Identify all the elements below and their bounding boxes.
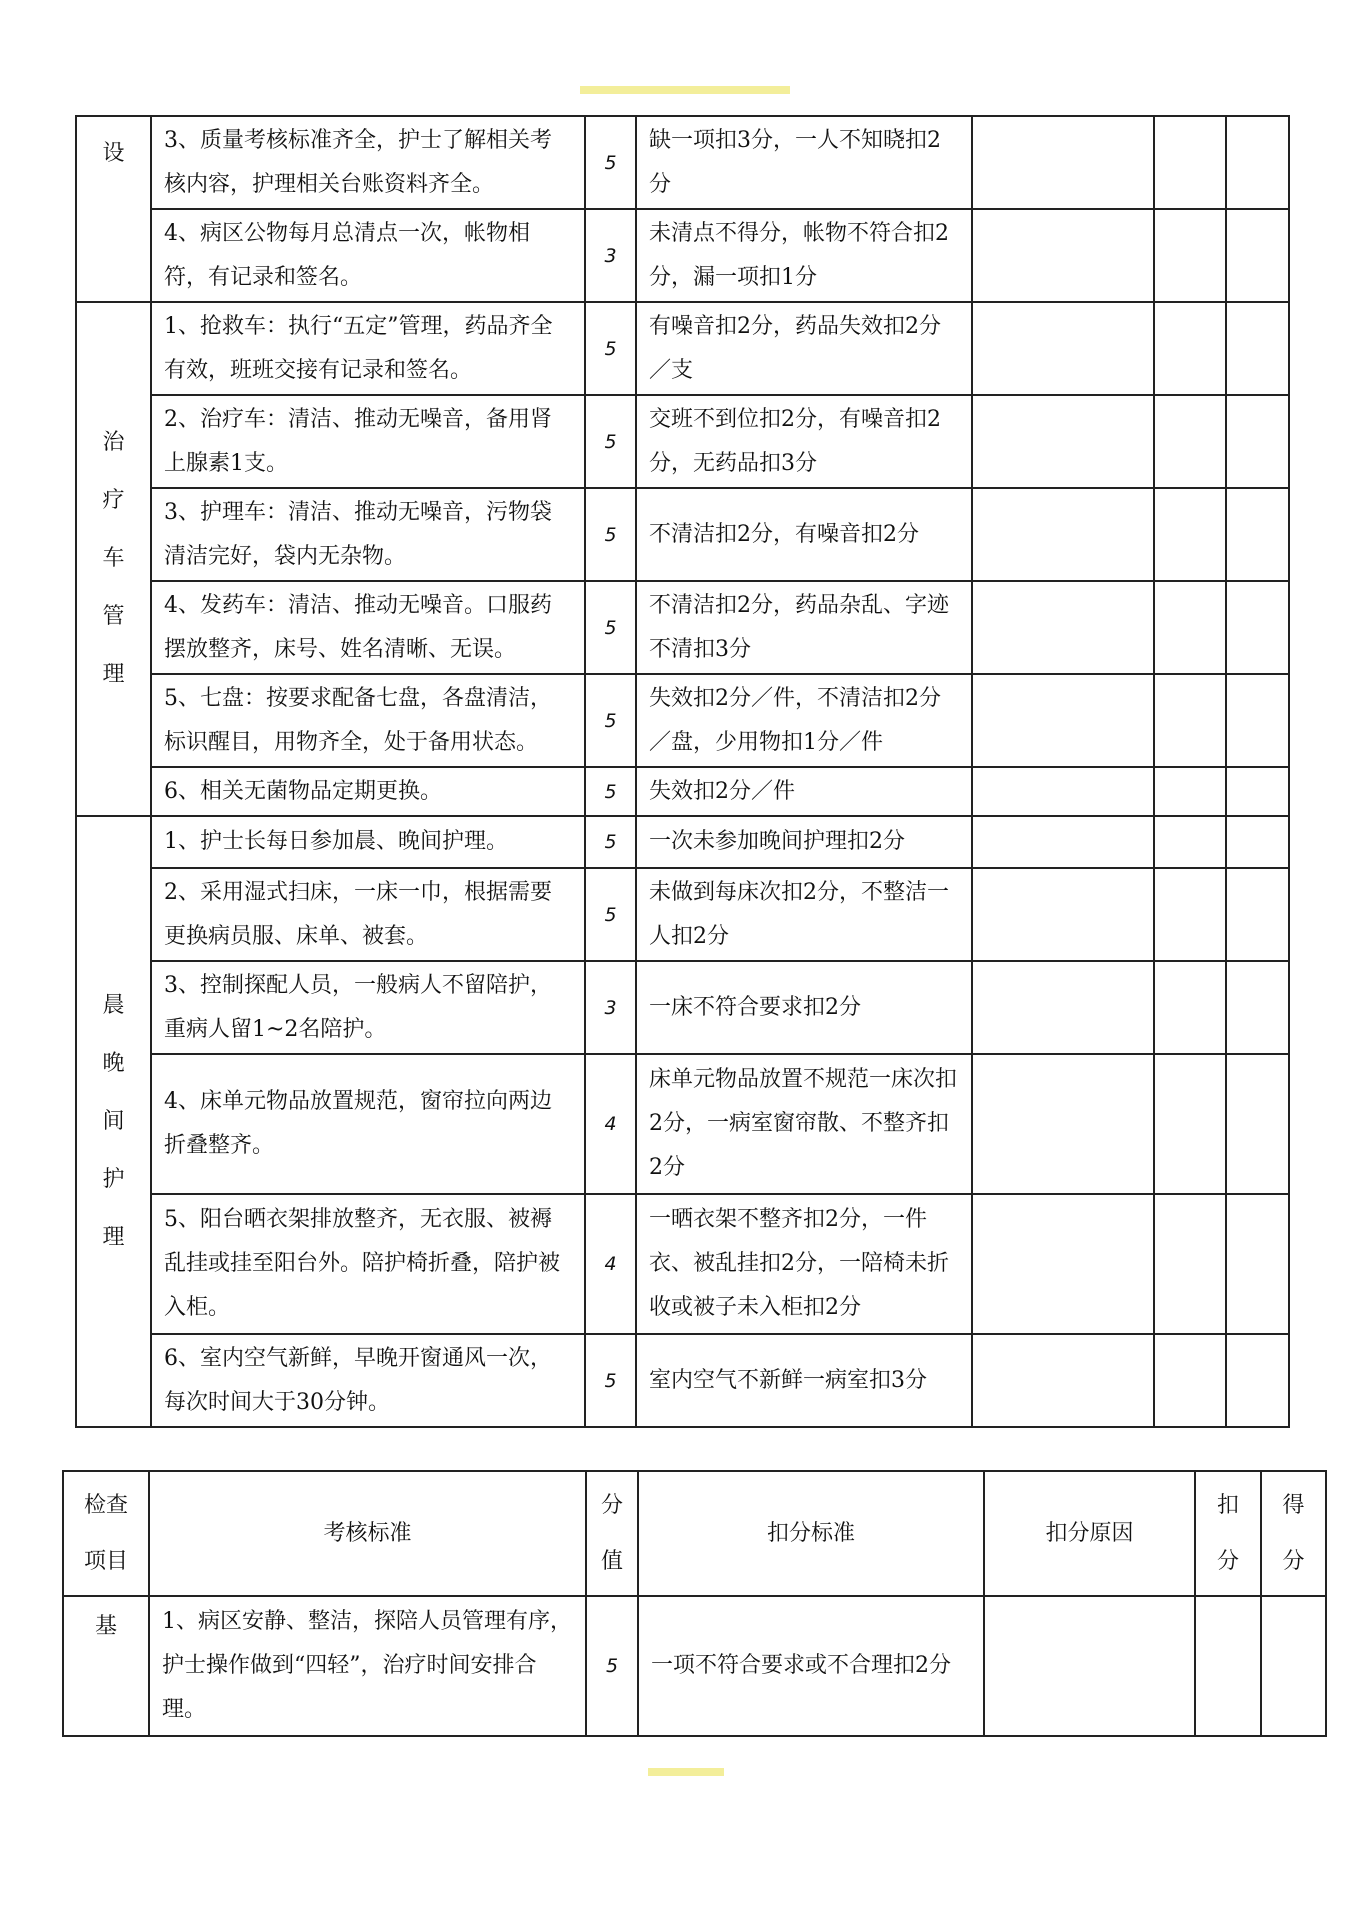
deduction-cell: 一床不符合要求扣2分 <box>636 961 972 1054</box>
reason-cell <box>972 395 1154 488</box>
header-standard: 考核标准 <box>149 1471 586 1596</box>
reason-cell <box>972 302 1154 395</box>
reason-cell <box>972 816 1154 868</box>
get-cell <box>1226 581 1289 674</box>
header-reason: 扣分原因 <box>984 1471 1195 1596</box>
table-row <box>76 395 1289 488</box>
table-row <box>76 302 1289 395</box>
score-cell: 5 <box>585 868 636 961</box>
table-row <box>76 961 1289 1054</box>
get-cell <box>1226 816 1289 868</box>
deduction-cell: 室内空气不新鲜一病室扣3分 <box>636 1334 972 1427</box>
score-cell: 5 <box>585 674 636 767</box>
table-row <box>76 209 1289 302</box>
reason-cell <box>972 581 1154 674</box>
reason-cell <box>972 868 1154 961</box>
get-cell <box>1261 1596 1326 1736</box>
deduction-cell: 不清洁扣2分，药品杂乱、字迹不清扣3分 <box>636 581 972 674</box>
standard-cell: 2、采用湿式扫床，一床一巾，根据需要更换病员服、床单、被套。 <box>151 868 585 961</box>
assessment-table-continued <box>75 115 1290 1428</box>
deduction-cell: 一晒衣架不整齐扣2分，一件衣、被乱挂扣2分，一陪椅未折收或被子未入柜扣2分 <box>636 1194 972 1334</box>
deduction-cell: 不清洁扣2分，有噪音扣2分 <box>636 488 972 581</box>
reason-cell <box>972 961 1154 1054</box>
score-cell: 5 <box>586 1596 638 1736</box>
table-row <box>76 1054 1289 1194</box>
score-cell: 5 <box>585 1334 636 1427</box>
score-cell: 3 <box>585 209 636 302</box>
score-cell: 5 <box>585 116 636 209</box>
get-cell <box>1226 868 1289 961</box>
score-cell: 5 <box>585 302 636 395</box>
deduction-cell: 未做到每床次扣2分，不整洁一人扣2分 <box>636 868 972 961</box>
score-cell: 5 <box>585 767 636 816</box>
deduction-cell: 未清点不得分，帐物不符合扣2分，漏一项扣1分 <box>636 209 972 302</box>
table-row <box>76 1194 1289 1334</box>
header-get: 得 分 <box>1261 1471 1326 1596</box>
table-row <box>76 488 1289 581</box>
deduct-cell <box>1154 816 1226 868</box>
score-cell: 4 <box>585 1194 636 1334</box>
get-cell <box>1226 961 1289 1054</box>
get-cell <box>1226 1334 1289 1427</box>
standard-cell: 1、抢救车：执行“五定”管理，药品齐全有效，班班交接有记录和签名。 <box>151 302 585 395</box>
score-cell: 5 <box>585 395 636 488</box>
category-cell: 晨 晚 间 护 理 <box>76 816 151 1427</box>
standard-cell: 5、阳台晒衣架排放整齐，无衣服、被褥乱挂或挂至阳台外。陪护椅折叠，陪护被入柜。 <box>151 1194 585 1334</box>
table-row <box>76 674 1289 767</box>
table-row <box>76 816 1289 868</box>
reason-cell <box>972 674 1154 767</box>
deduction-cell: 失效扣2分／件，不清洁扣2分／盘，少用物扣1分／件 <box>636 674 972 767</box>
deduction-cell: 床单元物品放置不规范一床次扣2分，一病室窗帘散、不整齐扣2分 <box>636 1054 972 1194</box>
footer-watermark <box>648 1768 724 1776</box>
deduction-cell: 有噪音扣2分，药品失效扣2分／支 <box>636 302 972 395</box>
get-cell <box>1226 488 1289 581</box>
score-cell: 3 <box>585 961 636 1054</box>
header-deduct: 扣 分 <box>1195 1471 1261 1596</box>
get-cell <box>1226 1054 1289 1194</box>
deduct-cell <box>1154 961 1226 1054</box>
deduct-cell <box>1154 1194 1226 1334</box>
get-cell <box>1226 302 1289 395</box>
standard-cell: 3、控制探配人员，一般病人不留陪护，重病人留1~2名陪护。 <box>151 961 585 1054</box>
standard-cell: 4、病区公物每月总清点一次，帐物相符，有记录和签名。 <box>151 209 585 302</box>
category-cell: 基 <box>63 1596 149 1736</box>
standard-cell: 2、治疗车：清洁、推动无噪音，备用肾上腺素1支。 <box>151 395 585 488</box>
deduct-cell <box>1154 581 1226 674</box>
score-cell: 5 <box>585 488 636 581</box>
deduct-cell <box>1154 674 1226 767</box>
standard-cell: 3、质量考核标准齐全，护士了解相关考核内容，护理相关台账资料齐全。 <box>151 116 585 209</box>
deduction-cell: 失效扣2分／件 <box>636 767 972 816</box>
get-cell <box>1226 395 1289 488</box>
table-row <box>76 1334 1289 1427</box>
deduction-cell: 缺一项扣3分，一人不知晓扣2分 <box>636 116 972 209</box>
deduction-cell: 一项不符合要求或不合理扣2分 <box>638 1596 984 1736</box>
header-watermark <box>580 86 790 94</box>
standard-cell: 5、七盘：按要求配备七盘，各盘清洁，标识醒目，用物齐全，处于备用状态。 <box>151 674 585 767</box>
header-score: 分 值 <box>586 1471 638 1596</box>
standard-cell: 6、室内空气新鲜，早晚开窗通风一次，每次时间大于30分钟。 <box>151 1334 585 1427</box>
deduct-cell <box>1154 395 1226 488</box>
reason-cell <box>972 1194 1154 1334</box>
category-cell: 治 疗 车 管 理 <box>76 302 151 816</box>
deduct-cell <box>1154 302 1226 395</box>
table-row <box>76 581 1289 674</box>
deduct-cell <box>1154 488 1226 581</box>
assessment-table-new-section <box>62 1470 1327 1737</box>
reason-cell <box>972 767 1154 816</box>
table-row <box>76 116 1289 209</box>
table-row <box>76 767 1289 816</box>
get-cell <box>1226 1194 1289 1334</box>
header-item: 检查 项目 <box>63 1471 149 1596</box>
deduct-cell <box>1154 1054 1226 1194</box>
get-cell <box>1226 767 1289 816</box>
reason-cell <box>972 209 1154 302</box>
deduct-cell <box>1154 116 1226 209</box>
deduct-cell <box>1154 1334 1226 1427</box>
deduct-cell <box>1154 767 1226 816</box>
standard-cell: 4、发药车：清洁、推动无噪音。口服药摆放整齐，床号、姓名清晰、无误。 <box>151 581 585 674</box>
reason-cell <box>972 1334 1154 1427</box>
table-row <box>63 1596 1326 1736</box>
deduct-cell <box>1154 209 1226 302</box>
standard-cell: 1、护士长每日参加晨、晚间护理。 <box>151 816 585 868</box>
category-cell: 设 <box>76 116 151 302</box>
standard-cell: 3、护理车：清洁、推动无噪音，污物袋清洁完好，袋内无杂物。 <box>151 488 585 581</box>
header-deduction: 扣分标准 <box>638 1471 984 1596</box>
header-row <box>63 1471 1326 1596</box>
score-cell: 4 <box>585 1054 636 1194</box>
reason-cell <box>972 1054 1154 1194</box>
deduction-cell: 一次未参加晚间护理扣2分 <box>636 816 972 868</box>
get-cell <box>1226 209 1289 302</box>
reason-cell <box>972 488 1154 581</box>
standard-cell: 6、相关无菌物品定期更换。 <box>151 767 585 816</box>
reason-cell <box>984 1596 1195 1736</box>
deduct-cell <box>1195 1596 1261 1736</box>
standard-cell: 1、病区安静、整洁，探陪人员管理有序，护士操作做到“四轻”，治疗时间安排合理。 <box>149 1596 586 1736</box>
standard-cell: 4、床单元物品放置规范，窗帘拉向两边折叠整齐。 <box>151 1054 585 1194</box>
score-cell: 5 <box>585 816 636 868</box>
table-row <box>76 868 1289 961</box>
score-cell: 5 <box>585 581 636 674</box>
get-cell <box>1226 674 1289 767</box>
deduction-cell: 交班不到位扣2分，有噪音扣2分，无药品扣3分 <box>636 395 972 488</box>
reason-cell <box>972 116 1154 209</box>
deduct-cell <box>1154 868 1226 961</box>
get-cell <box>1226 116 1289 209</box>
